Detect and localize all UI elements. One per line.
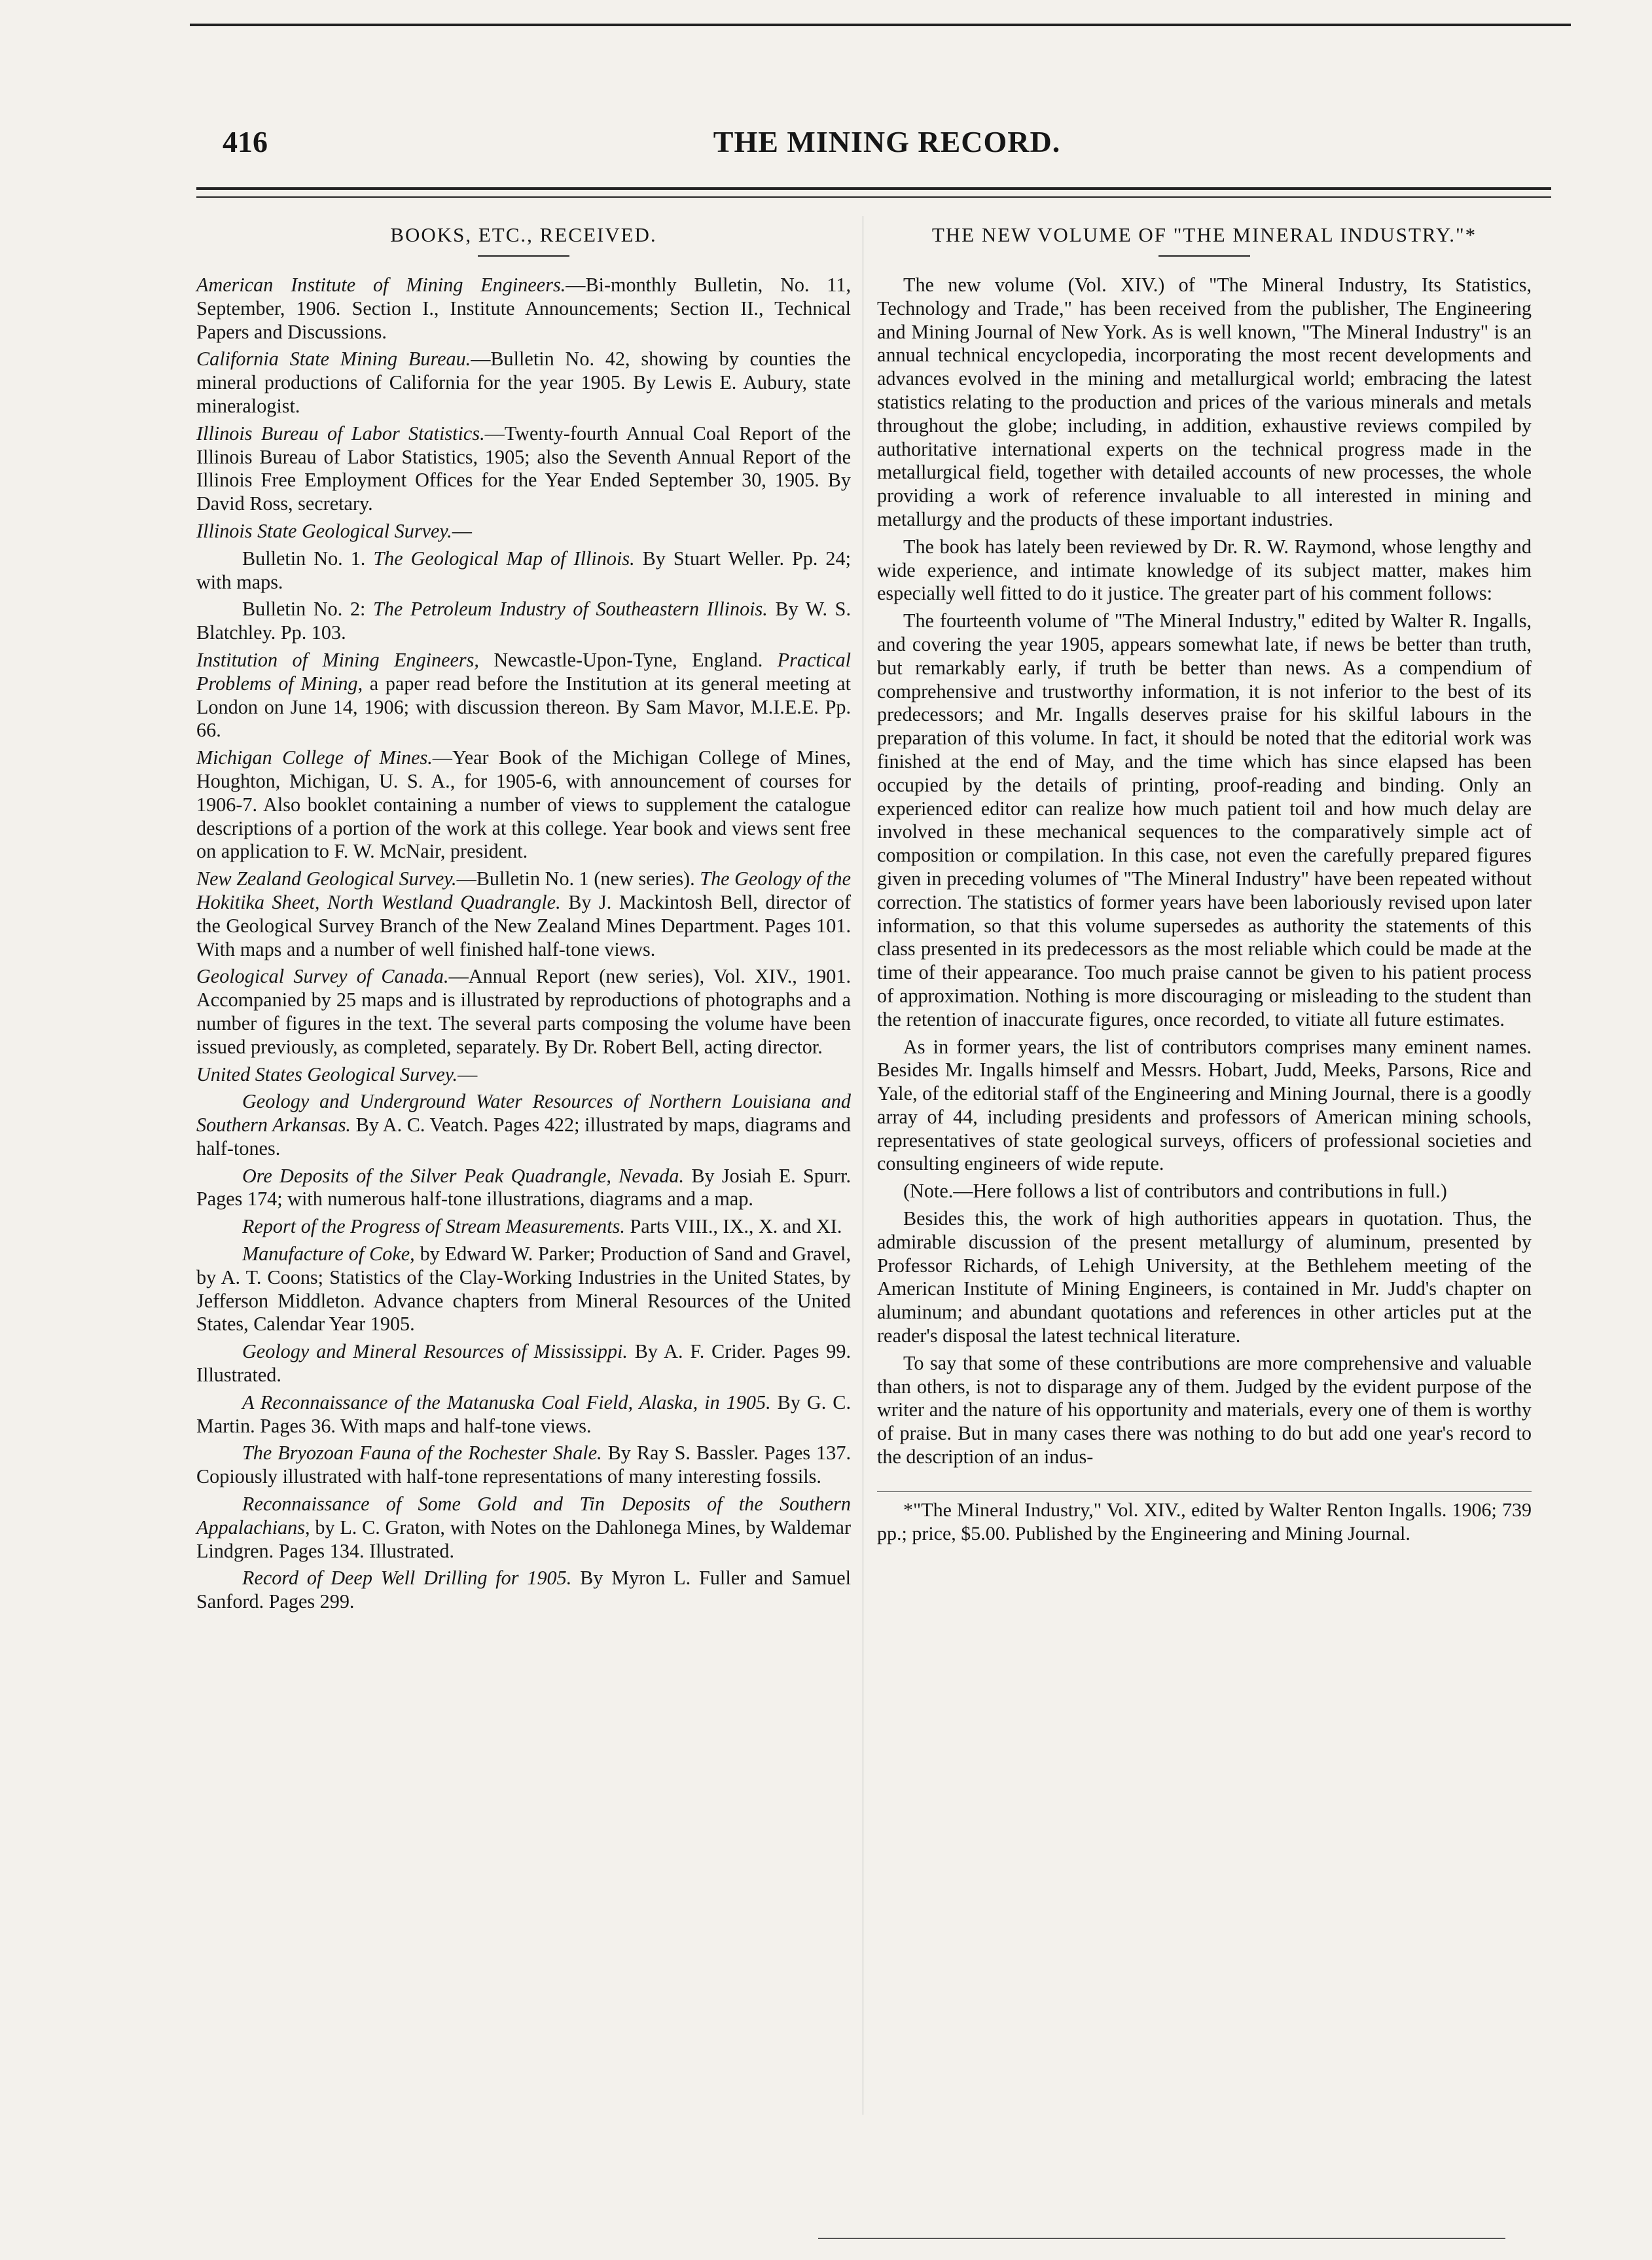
sub-entry-title: Geology and Mineral Resources of Mississippi.	[242, 1340, 628, 1363]
sub-entry	[196, 1493, 851, 1563]
journal-title: THE MINING RECORD.	[713, 125, 1061, 158]
footnote: *"The Mineral Industry," Vol. XIV., edited by Walter Renton Ingalls. 1906; 739 pp.; price, $5.00. Published by the Engineering and Mining Journal.	[877, 1499, 1532, 1544]
sub-entry	[196, 1165, 851, 1212]
publisher-name: United States Geological Survey.	[196, 1063, 458, 1085]
book-entry	[196, 649, 851, 742]
book-entry	[196, 520, 851, 543]
sub-entry-title: The Bryozoan Fauna of the Rochester Shale.	[242, 1442, 602, 1465]
sub-entry-text: By Josiah E. Spurr. Pages 174; with numerous half-tone illustrations, diagrams and a map.	[196, 1164, 851, 1211]
section-rule	[1158, 255, 1250, 257]
top-border-line	[190, 24, 1571, 26]
sub-entry-title: The Geological Map of Illinois.	[373, 547, 635, 570]
entry-text: —	[458, 1063, 478, 1085]
page-header	[223, 124, 1551, 177]
entry-text: a paper read before the Institution at its general meeting at London on June 14, 1906; with discussion thereon. By Sam Mavor, M.I.E.E. Pp. 66.	[196, 672, 851, 742]
publisher-name: American Institute of Mining Engineers.	[196, 274, 566, 296]
sub-entry-title: Report of the Progress of Stream Measurements.	[242, 1215, 625, 1238]
article-paragraph: The book has lately been reviewed by Dr. R. W. Raymond, whose lengthy and wide experience, and intimate knowledge of its subject matter, makes him especially well fitted to do it justice. The greater part of his comment follows:	[877, 535, 1532, 605]
left-column	[196, 216, 851, 1618]
publisher-name: Institution of Mining Engineers,	[196, 648, 479, 671]
article-paragraph: (Note.—Here follows a list of contributors and contributions in full.)	[903, 1180, 1447, 1203]
sub-entry-text: By Stuart Weller. Pp. 24; with maps.	[196, 547, 851, 593]
sub-entry	[196, 1391, 851, 1438]
sub-entry	[196, 598, 851, 645]
publisher-name: Michigan College of Mines.	[196, 746, 433, 769]
entry-text: —Bulletin No. 42, showing by counties the mineral productions of California for the year 1905. By Lewis E. Aubury, state mineralogist.	[196, 348, 851, 417]
sub-entry-text: by Edward W. Parker; Production of Sand and Gravel, by A. T. Coons; Statistics of the Clay-Working Industries in the United States, by Jefferson Middleton. Advance chapters from Mineral Resources of the United States, Calendar Year 1905.	[196, 1243, 851, 1336]
sub-entry	[196, 1090, 851, 1160]
sub-entry-text: Parts VIII., IX., X. and XI.	[624, 1215, 842, 1238]
sub-entry	[196, 1442, 851, 1489]
header-rule-thin	[196, 196, 1551, 198]
book-entry	[196, 867, 851, 961]
publisher-name: Illinois State Geological Survey.	[196, 519, 452, 542]
books-section-title: BOOKS, ETC., RECEIVED.	[390, 223, 657, 246]
sub-entry	[196, 1243, 851, 1336]
entry-text: —Bi-monthly Bulletin, No. 11, September, 1906. Section I., Institute Announcements; Section II., Technical Papers and Discussions.	[196, 274, 851, 343]
sub-entry-pre: Bulletin No. 1.	[242, 547, 374, 570]
sub-entry-title: Geology and Underground Water Resources of Northern Louisiana and Southern Arkansas.	[196, 1090, 851, 1137]
entry-title: The Geology of the Hokitika Sheet, North Westland Quadrangle.	[196, 867, 851, 913]
page-number: 416	[223, 125, 268, 158]
sub-entry-title: Reconnaissance of Some Gold and Tin Deposits of the Southern Appalachians,	[196, 1493, 851, 1539]
right-column	[877, 216, 1532, 1549]
sub-entry	[196, 1340, 851, 1387]
sub-entry	[196, 1567, 851, 1614]
publisher-name: Geological Survey of Canada.	[196, 965, 449, 988]
book-entry	[196, 348, 851, 418]
sub-entry-title: Record of Deep Well Drilling for 1905.	[242, 1567, 572, 1590]
sub-entry-text: by L. C. Graton, with Notes on the Dahlonega Mines, by Waldemar Lindgren. Pages 134. Illustrated.	[196, 1516, 851, 1562]
entry-pre: Newcastle-Upon-Tyne, England.	[478, 648, 778, 671]
sub-entry-title: Manufacture of Coke,	[242, 1243, 415, 1266]
entry-pre: —Bulletin No. 1 (new series).	[456, 867, 700, 890]
article-paragraph: The new volume (Vol. XIV.) of "The Mineral Industry, Its Statistics, Technology and Trade," has been received from the publisher, The Engineering and Mining Journal of New York. As is well known, "The Mineral Industry" is an annual technical encyclopedia, incorporating the most recent developments and advances evolved in the mining and metallurgical world; embracing the latest statistics relating to the production and prices of the various minerals and metals throughout the globe; including, in addition, exhaustive reviews compiled by authoritative international experts on the technical progress made in the metallurgical field, together with detailed accounts of new processes, the whole providing a work of reference invaluable to all interested in mining and metallurgy and the products of these important industries.	[877, 274, 1532, 530]
article-title: THE NEW VOLUME OF "THE MINERAL INDUSTRY."*	[931, 223, 1477, 246]
entry-text: —Twenty-fourth Annual Coal Report of the Illinois Bureau of Labor Statistics, 1905; also the Seventh Annual Report of the Illinois Free Employment Offices for the Year Ended September 30, 1905. By David Ross, secretary.	[196, 422, 851, 515]
publisher-name: Illinois Bureau of Labor Statistics.	[196, 422, 485, 445]
header-rule	[196, 187, 1551, 190]
article-paragraph: The fourteenth volume of "The Mineral Industry," edited by Walter R. Ingalls, and covering the year 1905, appears somewhat late, if news be better than truth, but remarkably early, if truth be better than news. As a compendium of comprehensive and trustworthy information, it is not inferior to the best of its predecessors; and Mr. Ingalls deserves praise for his skilful labours in the preparation of this volume. In fact, it should be noted that the editorial work was finished at the end of May, and the time which has since elapsed has been occupied by the details of printing, proof-reading and binding. Only an experienced editor can realize how much patient toil and how much delay are involved in these mechanical sequences to the comparatively simple act of composition or compilation. In this case, not even the carefully prepared figures given in preceding volumes of "The Mineral Industry" have been repeated without correction. The statistics of former years have been laboriously revised upon later information, so that this volume supersedes as authority the statements of this class presented in its predecessors as the most reliable which could be made at the time of their appearance. Too much praise cannot be given to his patient process of approximation. Nothing is more discouraging or misleading to the student than the retention of inaccurate figures, once recorded, to vitiate all future estimates.	[877, 610, 1532, 1030]
sub-entry-text: By G. C. Martin. Pages 36. With maps and half-tone views.	[196, 1391, 851, 1437]
book-entry	[196, 274, 851, 344]
entry-text: —Annual Report (new series), Vol. XIV., 1901. Accompanied by 25 maps and is illustrated by reproductions of photographs and a number of figures in the text. The several parts composing the volume have been issued previously, as completed, separately. By Dr. Robert Bell, acting director.	[196, 965, 851, 1058]
article-paragraph: Besides this, the work of high authorities appears in quotation. Thus, the admirable discussion of the present metallurgy of aluminum, presented by Professor Richards, of Lehigh University, at the Bethlehem meeting of the American Institute of Mining Engineers, is contained in Mr. Judd's chapter on aluminum; and abundant quotations and references in other articles put at the reader's disposal the latest technical literature.	[877, 1207, 1532, 1347]
section-rule	[478, 255, 569, 257]
book-entry	[196, 422, 851, 516]
article-paragraph: As in former years, the list of contributors comprises many eminent names. Besides Mr. Ingalls himself and Messrs. Hobart, Judd, Meeks, Parsons, Rice and Yale, of the editorial staff of the Engineering and Mining Journal, there is a goodly array of 44, including presidents and professors of American mining schools, representatives of state geological surveys, officers of professional societies and consulting engineers of wide repute.	[877, 1035, 1532, 1175]
book-entry	[196, 965, 851, 1059]
entry-text: —Year Book of the Michigan College of Mines, Houghton, Michigan, U. S. A., for 1905-6, with announcement of courses for 1906-7. Also booklet containing a number of views to supplement the catalogue descriptions of a portion of the work at this college. Year book and views sent free on application to F. W. McNair, president.	[196, 746, 852, 863]
bottom-border-line	[818, 2238, 1505, 2239]
entry-text: —	[452, 519, 472, 542]
entry-text: By J. Mackintosh Bell, director of the Geological Survey Branch of the New Zealand Mines Department. Pages 101. With maps and a number of well finished half-tone views.	[196, 890, 851, 960]
sub-entry	[196, 1215, 851, 1239]
book-entry	[196, 1063, 851, 1087]
sub-entry-text: By Ray S. Bassler. Pages 137. Copiously illustrated with half-tone representations of many interesting fossils.	[196, 1442, 851, 1488]
sub-entry-text: By A. C. Veatch. Pages 422; illustrated by maps, diagrams and half-tones.	[196, 1114, 851, 1159]
publisher-name: New Zealand Geological Survey.	[196, 867, 457, 890]
sub-entry-title: Ore Deposits of the Silver Peak Quadrangle, Nevada.	[242, 1164, 685, 1187]
sub-entry-title: A Reconnaissance of the Matanuska Coal Field, Alaska, in 1905.	[242, 1391, 771, 1413]
book-entry	[196, 746, 851, 864]
sub-entry-text: By A. F. Crider. Pages 99. Illustrated.	[196, 1340, 851, 1387]
article-paragraph: To say that some of these contributions are more comprehensive and valuable than others, is not to disparage any of them. Judged by the evident purpose of the writer and the nature of his opportunity and materials, every one of them is worthy of praise. But in many cases there was nothing to do but add one year's record to the description of an indus-	[877, 1351, 1532, 1468]
sub-entry-pre: Bulletin No. 2:	[242, 598, 374, 621]
sub-entry-text: By W. S. Blatchley. Pp. 103.	[196, 598, 851, 644]
sub-entry-text: By Myron L. Fuller and Samuel Sanford. Pages 299.	[196, 1567, 851, 1613]
footnote-rule	[877, 1491, 1532, 1492]
sub-entry	[196, 547, 851, 594]
publisher-name: California State Mining Bureau.	[196, 348, 471, 371]
entry-title: Practical Problems of Mining,	[196, 648, 851, 695]
sub-entry-title: The Petroleum Industry of Southeastern Illinois.	[373, 598, 768, 621]
